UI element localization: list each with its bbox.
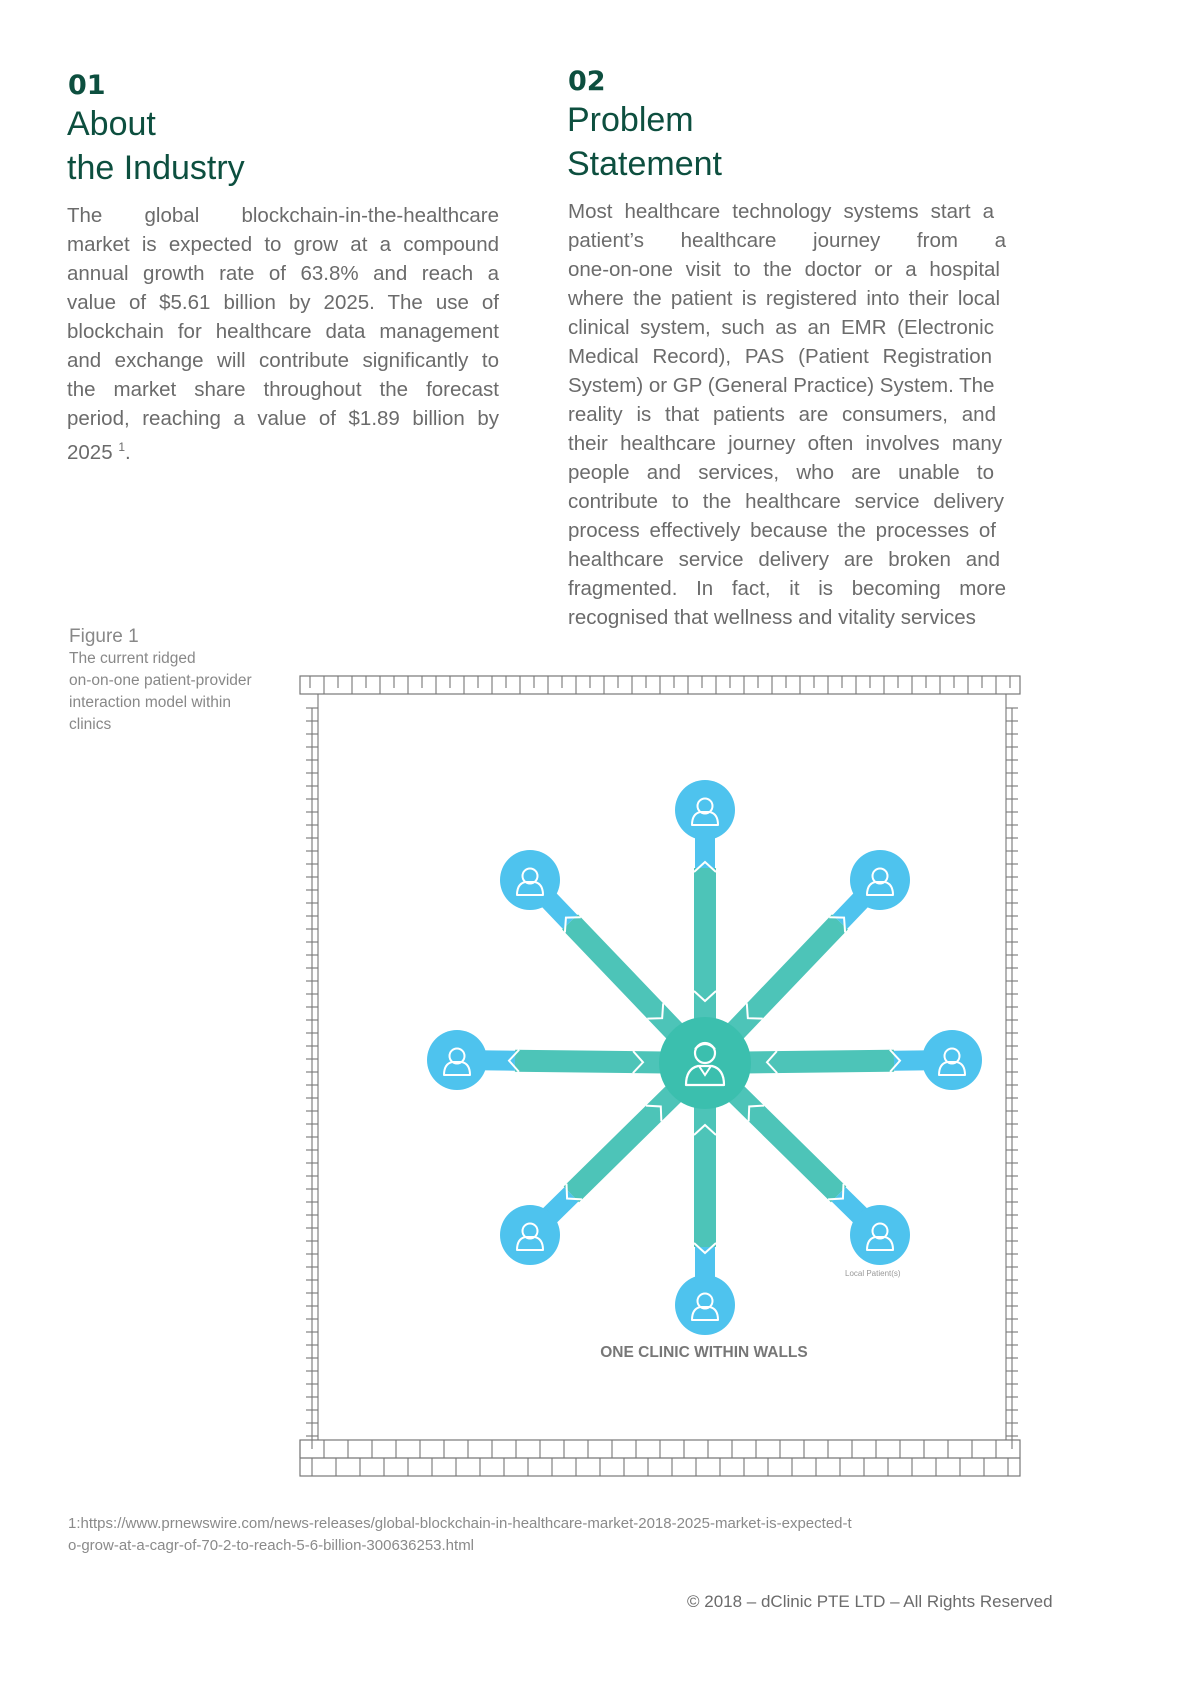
body-line: recognised that wellness and vitality services [568,606,976,629]
patient-node [675,780,735,840]
body-line: the market share throughout the forecast [67,378,499,401]
title-line: About [67,105,156,143]
patient-node [500,1205,560,1265]
caption-line: clinics [69,716,112,733]
body-line: clinical system, such as an EMR (Electronic [568,316,994,339]
body-text: 2025 [67,440,113,464]
body-line: annual growth rate of 63.8% and reach a [67,262,499,285]
body-line: process effectively because the processes of [568,519,996,542]
caption-line: The current ridged [69,650,196,667]
body-line: reality is that patients are consumers, and [568,403,996,426]
body-line: The global blockchain-in-the-healthcare [67,204,499,227]
title-line: the Industry [67,149,245,187]
figure-label: Figure 1 [69,626,139,647]
patient-label: Local Patient(s) [845,1269,901,1278]
body-line: people and services, who are unable to [568,461,994,484]
footnote-line[interactable]: 1:https://www.prnewswire.com/news-releases/global-blockchain-in-healthcare-market-2018-2025-market-is-expected-t [68,1515,852,1532]
patient-node [427,1030,487,1090]
body-line: healthcare service delivery are broken and [568,548,1000,571]
diagram-title: ONE CLINIC WITHIN WALLS [600,1344,808,1361]
footnote-ref[interactable]: 1 [118,440,125,454]
patient-node [922,1030,982,1090]
patient-node [850,850,910,910]
body-line: fragmented. In fact, it is becoming more [568,577,1006,600]
body-line: and exchange will contribute significantly to [67,349,499,372]
body-line: contribute to the healthcare service delivery [568,490,1004,513]
patient-node [675,1275,735,1335]
caption-line: interaction model within [69,694,231,711]
body-line: period, reaching a value of $1.89 billion by [67,407,499,430]
footnote-line[interactable]: o-grow-at-a-cagr-of-70-2-to-reach-5-6-billion-300636253.html [68,1537,475,1554]
body-line: patient’s healthcare journey from a [568,229,1006,252]
section-number-01: 01 [68,70,106,101]
title-line: Statement [567,145,722,183]
caption-line: on-on-one patient-provider [69,672,252,689]
body-line: Medical Record), PAS (Patient Registration [568,345,992,368]
body-line: System) or GP (General Practice) System. The [568,374,995,397]
body-line: where the patient is registered into their local [568,287,1000,310]
patient-node [500,850,560,910]
provider-node [659,1017,751,1109]
section-number-02: 02 [568,66,606,97]
body-line: one-on-one visit to the doctor or a hospital [568,258,1000,281]
period: . [125,440,131,464]
body-line: their healthcare journey often involves many [568,432,1002,455]
copyright-notice: © 2018 – dClinic PTE LTD – All Rights Reserved [687,1592,1053,1611]
body-line: value of $5.61 billion by 2025. The use of [67,291,499,314]
title-line: Problem [567,101,694,139]
body-line: Most healthcare technology systems start a [568,200,994,223]
body-line: market is expected to grow at a compound [67,233,499,256]
footnote [68,1513,852,1557]
patient-node [850,1205,910,1265]
body-line: blockchain for healthcare data management [67,320,499,343]
